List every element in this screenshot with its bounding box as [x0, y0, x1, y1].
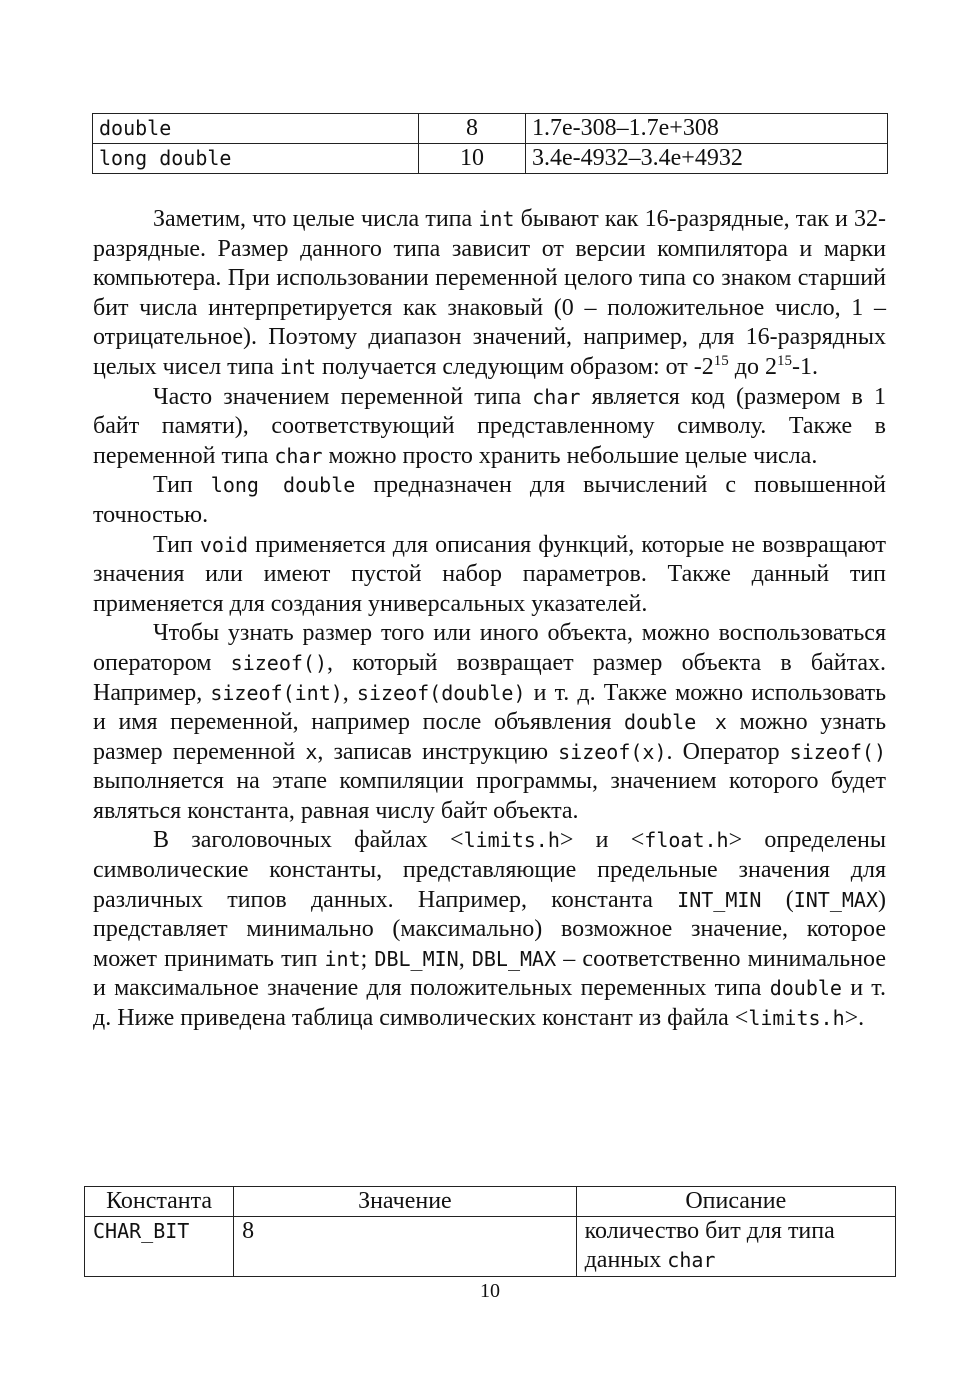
type-range-cell: 1.7e-308–1.7e+308	[526, 114, 888, 144]
paragraph-int-size: Заметим, что целые числа типа int бывают как 16-разрядные, так и 32-разрядные. Размер данного типа зависит от версии компилятора и марки компьютера. При использовании переменной целого типа со знаком старший бит числа интерпретируется как знаковый (0 – положительное число, 1 – отрицательное). Поэтому диапазон значений, например, для 16-разрядных целых чисел типа int получается следующим образом: от $-2^{15}$ до $2^{15}-1$.	[93, 206, 886, 380]
paragraph-void: Тип void применяется для описания функций, которые не возвращают значения или имеют пустой набор параметров. Также данный тип применяется для создания универсальных указателей.	[93, 531, 886, 617]
type-name-cell: double	[93, 114, 419, 144]
column-header-description: Описание	[576, 1187, 895, 1217]
table-header-row	[85, 1187, 896, 1217]
constant-name-cell: CHAR_BIT	[85, 1217, 234, 1277]
type-name-cell: long double	[93, 144, 419, 174]
column-header-value: Значение	[234, 1187, 576, 1217]
type-size-cell: 8	[419, 114, 526, 144]
page-number: 10	[480, 1280, 500, 1302]
constants-table	[84, 1186, 896, 1277]
paragraph-sizeof: Чтобы узнать размер того или иного объекта, можно воспользоваться оператором sizeof(), который возвращает размер объекта в байтах. Например, sizeof(int), sizeof(double) и т. д. Также можно использовать и имя переменной, например после объявления double x можно узнать размер переменной x, записав инструкцию sizeof(x). Оператор sizeof() выполняется на этапе компиляции программы, значением которого будет являться константа, равная числу байт объекта.	[93, 620, 887, 824]
table-row	[85, 1217, 896, 1277]
constant-description-cell: количество бит для типа данных char	[576, 1217, 895, 1277]
type-range-cell: 3.4e-4932–3.4e+4932	[526, 144, 888, 174]
table-row	[93, 144, 888, 174]
constant-value-cell: 8	[234, 1217, 576, 1277]
paragraph-long-double: Тип long double предназначен для вычислений с повышенной точностью.	[93, 472, 887, 528]
body-text	[93, 205, 886, 1034]
data-types-table	[92, 113, 888, 174]
paragraph-limits: В заголовочных файлах <limits.h> и <float.h> определены символические константы, представляющие предельные значения для различных типов данных. Например, константа INT_MIN (INT_MAX) представляет минимально (максимально) возможное значение, которое может принимать тип int; DBL_MIN, DBL_MAX – соответственно минимальное и максимальное значение для положительных переменных типа double и т. д. Ниже приведена таблица символических констант из файла <limits.h>.	[93, 827, 886, 1032]
paragraph-char-type: Часто значением переменной типа char является код (размером в 1 байт памяти), соответствующий представленному символу. Также в переменной типа char можно просто хранить небольшие целые числа.	[93, 383, 887, 469]
type-size-cell: 10	[419, 144, 526, 174]
column-header-constant: Константа	[85, 1187, 234, 1217]
table-row	[93, 114, 888, 144]
